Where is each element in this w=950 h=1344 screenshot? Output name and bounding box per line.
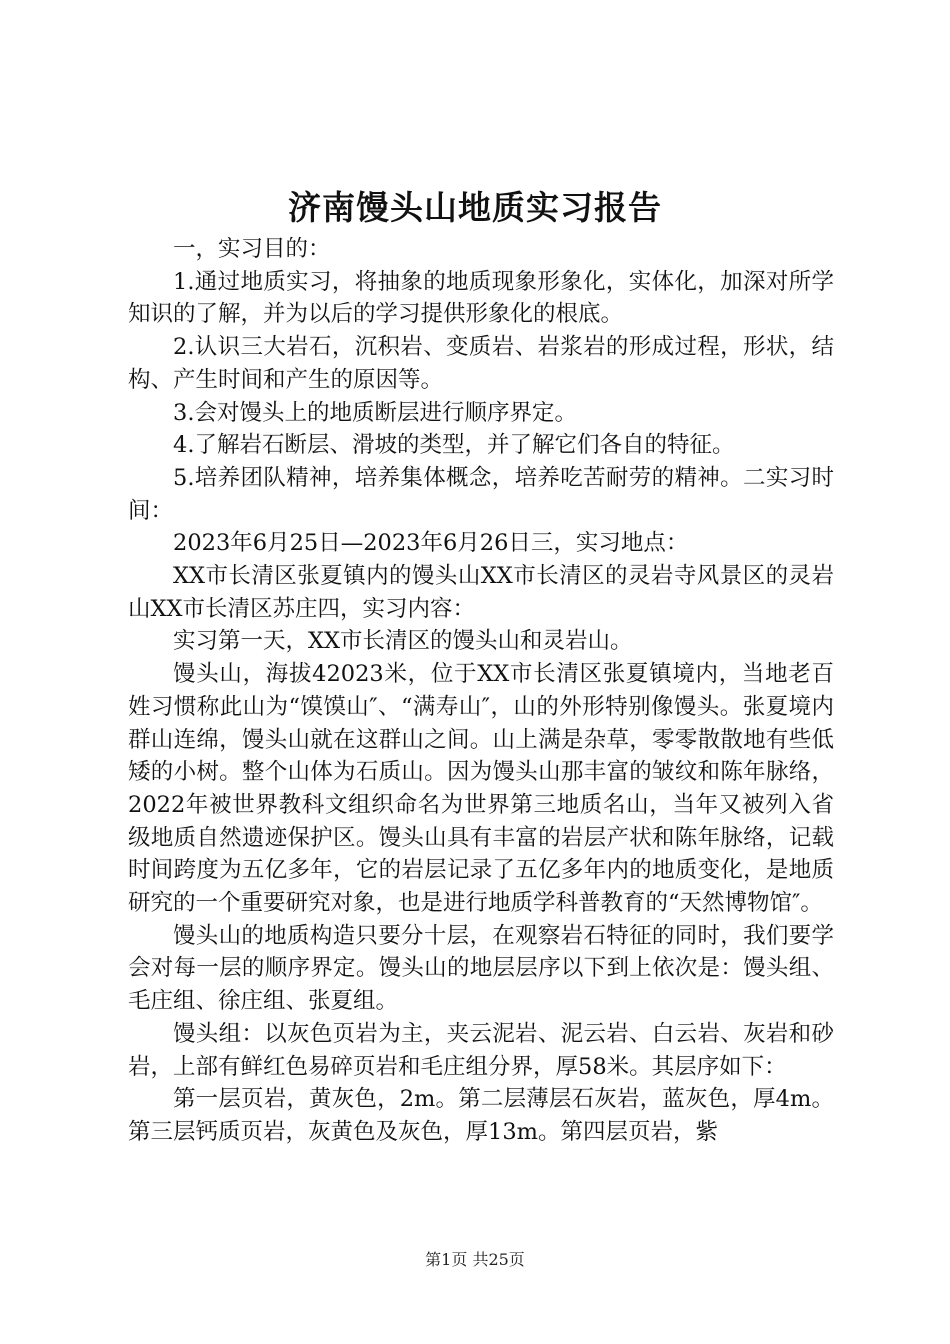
paragraph-time: 2023年6月25日—2023年6月26日三，实习地点： [173, 530, 689, 557]
page-footer: 第1页 共25页 [425, 1250, 525, 1269]
paragraph-purpose-4: 4.了解岩石断层、滑坡的类型，并了解它们各自的特征。 [173, 432, 735, 459]
paragraph-purpose-5: 5.培养团队精神，培养集体概念，培养吃苦耐劳的精神。二实习时间： [128, 464, 834, 524]
paragraph-layers: 第一层页岩，黄灰色，2m。第二层薄层石灰岩，蓝灰色，厚4m。第三层钙质页岩，灰黄色及灰色，厚13m。第四层页岩，紫 [128, 1086, 834, 1145]
paragraph-mantou-mountain: 馒头山，海拔42023米，位于XX市长清区张夏镇境内，当地老百姓习惯称此山为“馍馍山″、“满寿山″，山的外形特别像馒头。张夏境内群山连绵，馒头山就在这群山之间。山上满是杂草，零零散散地有些低矮的小树。整个山体为石质山。因为馒头山那丰富的皱纹和陈年脉络，2022年被世界教科文组织命名为世界第三地质名山，当年又被列入省级地质自然遗迹保护区。馒头山具有丰富的岩层产状和陈年脉络，记载时间跨度为五亿多年，它的岩层记录了五亿多年内的地质变化，是地质研究的一个重要研究对象，也是进行地质学科普教育的“天然博物馆″。 [128, 661, 834, 917]
paragraph-location: XX市长清区张夏镇内的馒头山XX市长清区的灵岩寺风景区的灵岩山XX市长清区苏庄四，实习内容： [128, 563, 834, 622]
paragraph-purpose-3: 3.会对馒头上的地质断层进行顺序界定。 [173, 399, 577, 426]
paragraph-section-purpose: 一，实习目的： [173, 236, 331, 262]
paragraph-purpose-1: 1.通过地质实习，将抽象的地质现象形象化，实体化，加深对所学知识的了解，并为以后的学习提供形象化的根底。 [128, 268, 834, 328]
paragraph-mantou-group: 馒头组：以灰色页岩为主，夹云泥岩、泥云岩、白云岩、灰岩和砂岩，上部有鲜红色易碎页岩和毛庄组分界，厚58米。其层序如下： [128, 1020, 834, 1080]
paragraph-purpose-2: 2.认识三大岩石，沉积岩、变质岩、岩浆岩的形成过程，形状，结构、产生时间和产生的原因等。 [128, 334, 834, 393]
paragraph-geologic-structure: 馒头山的地质构造只要分十层，在观察岩石特征的同时，我们要学会对每一层的顺序界定。馒头山的地层层序以下到上依次是：馒头组、毛庄组、徐庄组、张夏组。 [128, 922, 834, 1015]
document-body [128, 233, 834, 1149]
paragraph-day-one: 实习第一天，XX市长清区的馒头山和灵岩山。 [173, 628, 633, 655]
document-title: 济南馒头山地质实习报告 [288, 188, 662, 227]
